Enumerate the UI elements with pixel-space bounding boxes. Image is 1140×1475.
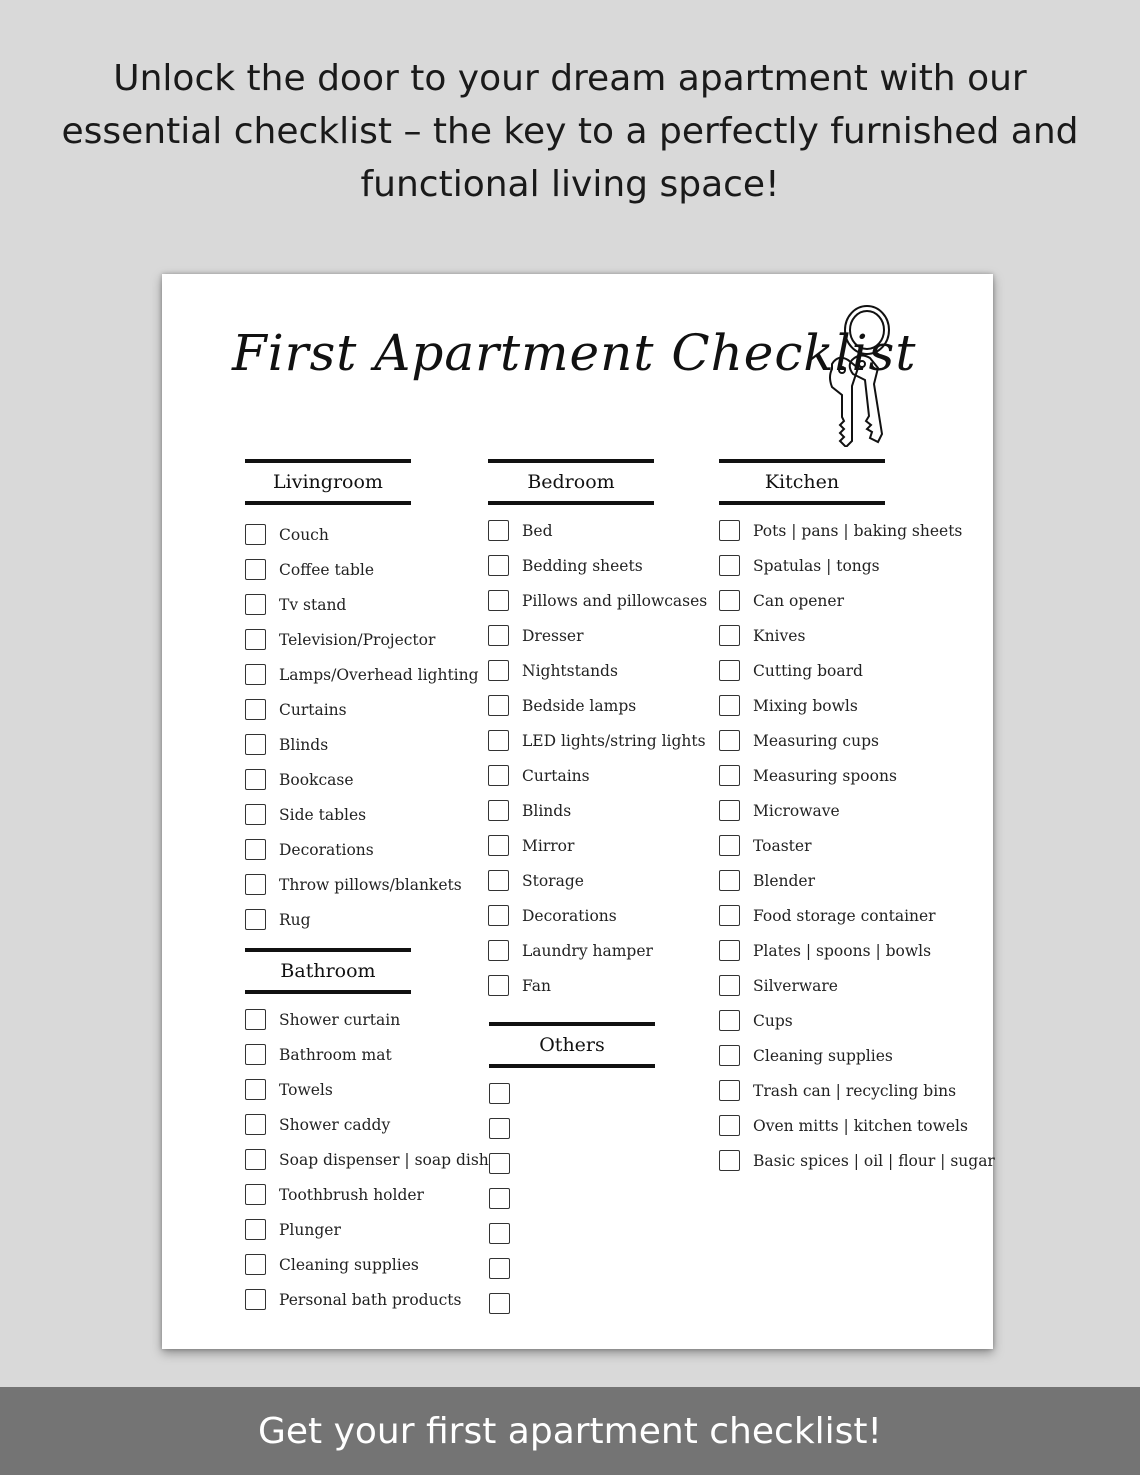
checklist-sheet: [162, 274, 993, 1349]
bedroom-item-label: Mirror: [522, 836, 575, 855]
bedroom-item: [488, 793, 707, 828]
kitchen-item: [719, 583, 995, 618]
checkbox[interactable]: [719, 555, 740, 576]
checkbox[interactable]: [488, 625, 509, 646]
checkbox[interactable]: [245, 594, 266, 615]
checkbox[interactable]: [719, 835, 740, 856]
checkbox[interactable]: [488, 870, 509, 891]
livingroom-item-label: Bookcase: [279, 770, 354, 789]
bedroom-item: [488, 898, 707, 933]
livingroom-item-label: Television/Projector: [279, 630, 436, 649]
livingroom-item: [245, 587, 479, 622]
bedroom-item-label: Nightstands: [522, 661, 618, 680]
kitchen-item-label: Toaster: [753, 836, 812, 855]
kitchen-item: [719, 1143, 995, 1178]
bedroom-item-label: Laundry hamper: [522, 941, 653, 960]
kitchen-item-label: Trash can | recycling bins: [753, 1081, 957, 1100]
bedroom-item: [488, 828, 707, 863]
checkbox[interactable]: [245, 804, 266, 825]
checkbox[interactable]: [488, 800, 509, 821]
checkbox[interactable]: [719, 660, 740, 681]
kitchen-item: [719, 758, 995, 793]
bathroom-item: [245, 1142, 489, 1177]
bedroom-item-label: LED lights/string lights: [522, 731, 706, 750]
kitchen-item-label: Silverware: [753, 976, 838, 995]
kitchen-item-label: Cutting board: [753, 661, 863, 680]
livingroom-item-label: Throw pillows/blankets: [279, 875, 462, 894]
kitchen-item-label: Cleaning supplies: [753, 1046, 893, 1065]
bedroom-item: [488, 688, 707, 723]
kitchen-item-label: Cups: [753, 1011, 793, 1030]
livingroom-item-label: Couch: [279, 525, 329, 544]
bedroom-item: [488, 933, 707, 968]
livingroom-item: [245, 762, 479, 797]
livingroom-item-label: Decorations: [279, 840, 374, 859]
kitchen-item: [719, 793, 995, 828]
bedroom-item-label: Bedding sheets: [522, 556, 643, 575]
others-item: [489, 1146, 655, 1181]
checkbox[interactable]: [719, 800, 740, 821]
bathroom-column: [245, 948, 489, 1317]
bedroom-heading: Bedroom: [488, 459, 654, 505]
kitchen-item-label: Mixing bowls: [753, 696, 858, 715]
checkbox[interactable]: [245, 1079, 266, 1100]
others-item: [489, 1111, 655, 1146]
sheet-title: First Apartment Checklist: [232, 324, 917, 382]
checkbox[interactable]: [719, 520, 740, 541]
livingroom-item: [245, 727, 479, 762]
kitchen-item-label: Plates | spoons | bowls: [753, 941, 932, 960]
livingroom-item-label: Tv stand: [279, 595, 347, 614]
checkbox[interactable]: [719, 730, 740, 751]
bedroom-item-label: Bedside lamps: [522, 696, 637, 715]
bathroom-item-label: Towels: [279, 1080, 333, 1099]
kitchen-item: [719, 1108, 995, 1143]
checkbox[interactable]: [719, 1150, 740, 1171]
checkbox[interactable]: [245, 1009, 266, 1030]
checkbox[interactable]: [489, 1118, 510, 1139]
checkbox[interactable]: [489, 1258, 510, 1279]
checkbox[interactable]: [245, 1184, 266, 1205]
others-item: [489, 1286, 655, 1321]
livingroom-item: [245, 832, 479, 867]
kitchen-item: [719, 863, 995, 898]
kitchen-item-label: Measuring spoons: [753, 766, 897, 785]
checkbox[interactable]: [489, 1223, 510, 1244]
checkbox[interactable]: [719, 975, 740, 996]
footer-banner: Get your first apartment checklist!: [0, 1387, 1140, 1475]
bedroom-item-label: Dresser: [522, 626, 584, 645]
livingroom-item: [245, 622, 479, 657]
kitchen-item-label: Food storage container: [753, 906, 936, 925]
bathroom-item-label: Bathroom mat: [279, 1045, 392, 1064]
bathroom-item: [245, 1002, 489, 1037]
checkbox[interactable]: [719, 940, 740, 961]
checkbox[interactable]: [719, 590, 740, 611]
checkbox[interactable]: [245, 1254, 266, 1275]
checkbox[interactable]: [488, 975, 509, 996]
checkbox[interactable]: [245, 629, 266, 650]
bedroom-item: [488, 548, 707, 583]
checkbox[interactable]: [488, 765, 509, 786]
livingroom-item: [245, 552, 479, 587]
checkbox[interactable]: [488, 940, 509, 961]
kitchen-item-label: Spatulas | tongs: [753, 556, 880, 575]
livingroom-item-label: Side tables: [279, 805, 367, 824]
kitchen-item: [719, 1003, 995, 1038]
bathroom-heading: Bathroom: [245, 948, 411, 994]
kitchen-item: [719, 688, 995, 723]
livingroom-item-label: Curtains: [279, 700, 347, 719]
livingroom-item: [245, 517, 479, 552]
bathroom-item-label: Soap dispenser | soap dish: [279, 1150, 489, 1169]
bathroom-item: [245, 1247, 489, 1282]
bedroom-item-label: Decorations: [522, 906, 617, 925]
others-column: [489, 1022, 655, 1321]
bathroom-item-label: Toothbrush holder: [279, 1185, 424, 1204]
checkbox[interactable]: [245, 559, 266, 580]
checkbox[interactable]: [719, 1010, 740, 1031]
kitchen-item: [719, 898, 995, 933]
kitchen-item-label: Pots | pans | baking sheets: [753, 521, 963, 540]
kitchen-item-label: Can opener: [753, 591, 845, 610]
checkbox[interactable]: [719, 1045, 740, 1066]
checkbox[interactable]: [719, 625, 740, 646]
livingroom-item-label: Blinds: [279, 735, 329, 754]
checkbox[interactable]: [489, 1293, 510, 1314]
kitchen-item: [719, 828, 995, 863]
bedroom-item: [488, 583, 707, 618]
kitchen-item: [719, 723, 995, 758]
kitchen-heading: Kitchen: [719, 459, 885, 505]
keys-icon: [812, 302, 902, 447]
kitchen-item-label: Basic spices | oil | flour | sugar: [753, 1151, 995, 1170]
livingroom-item: [245, 797, 479, 832]
bedroom-item-label: Blinds: [522, 801, 572, 820]
checkbox[interactable]: [245, 664, 266, 685]
livingroom-item: [245, 902, 479, 937]
kitchen-item-label: Oven mitts | kitchen towels: [753, 1116, 968, 1135]
checkbox[interactable]: [245, 1219, 266, 1240]
checkbox[interactable]: [245, 874, 266, 895]
checkbox[interactable]: [488, 555, 509, 576]
checkbox[interactable]: [488, 590, 509, 611]
checkbox[interactable]: [488, 520, 509, 541]
livingroom-item: [245, 867, 479, 902]
kitchen-item: [719, 653, 995, 688]
bedroom-item: [488, 758, 707, 793]
bedroom-item: [488, 968, 707, 1003]
bathroom-item-label: Shower curtain: [279, 1010, 401, 1029]
checkbox[interactable]: [245, 909, 266, 930]
kitchen-item: [719, 618, 995, 653]
kitchen-item: [719, 513, 995, 548]
bathroom-item: [245, 1107, 489, 1142]
bedroom-column: [488, 459, 707, 1003]
checkbox[interactable]: [245, 1114, 266, 1135]
bathroom-item: [245, 1282, 489, 1317]
checkbox[interactable]: [489, 1188, 510, 1209]
bathroom-item: [245, 1212, 489, 1247]
bedroom-item: [488, 723, 707, 758]
checkbox[interactable]: [245, 1289, 266, 1310]
livingroom-column: [245, 459, 479, 937]
headline: Unlock the door to your dream apartment with our essential checklist – the key to a perfectly furnished and functional living space!: [61, 58, 1079, 205]
bedroom-item-label: Fan: [522, 976, 551, 995]
kitchen-item: [719, 968, 995, 1003]
kitchen-item: [719, 1038, 995, 1073]
checkbox[interactable]: [245, 1044, 266, 1065]
livingroom-item-label: Lamps/Overhead lighting: [279, 665, 479, 684]
bedroom-item: [488, 653, 707, 688]
checkbox[interactable]: [245, 839, 266, 860]
kitchen-item-label: Microwave: [753, 801, 840, 820]
bathroom-item: [245, 1037, 489, 1072]
kitchen-item-label: Measuring cups: [753, 731, 879, 750]
others-item: [489, 1181, 655, 1216]
kitchen-item-label: Knives: [753, 626, 806, 645]
checkbox[interactable]: [488, 905, 509, 926]
bedroom-item-label: Curtains: [522, 766, 590, 785]
kitchen-item: [719, 1073, 995, 1108]
livingroom-item-label: Coffee table: [279, 560, 374, 579]
bathroom-item: [245, 1072, 489, 1107]
bedroom-item-label: Bed: [522, 521, 553, 540]
checkbox[interactable]: [488, 730, 509, 751]
livingroom-heading: Livingroom: [245, 459, 411, 505]
checkbox[interactable]: [489, 1153, 510, 1174]
bathroom-item-label: Cleaning supplies: [279, 1255, 419, 1274]
checkbox[interactable]: [719, 1080, 740, 1101]
checkbox[interactable]: [488, 660, 509, 681]
others-heading: Others: [489, 1022, 655, 1068]
bedroom-item: [488, 513, 707, 548]
checkbox[interactable]: [489, 1083, 510, 1104]
checkbox[interactable]: [488, 695, 509, 716]
bathroom-item-label: Personal bath products: [279, 1290, 462, 1309]
checkbox[interactable]: [719, 870, 740, 891]
others-item: [489, 1251, 655, 1286]
checkbox[interactable]: [245, 699, 266, 720]
checkbox[interactable]: [719, 905, 740, 926]
livingroom-item: [245, 692, 479, 727]
bedroom-item: [488, 863, 707, 898]
bathroom-item: [245, 1177, 489, 1212]
checkbox[interactable]: [719, 1115, 740, 1136]
livingroom-item: [245, 657, 479, 692]
checkbox[interactable]: [245, 1149, 266, 1170]
checkbox[interactable]: [245, 769, 266, 790]
kitchen-column: [719, 459, 995, 1178]
kitchen-item: [719, 548, 995, 583]
bedroom-item-label: Storage: [522, 871, 584, 890]
others-item: [489, 1076, 655, 1111]
others-item: [489, 1216, 655, 1251]
bedroom-item: [488, 618, 707, 653]
checkbox[interactable]: [245, 734, 266, 755]
checkbox[interactable]: [719, 695, 740, 716]
bedroom-item-label: Pillows and pillowcases: [522, 591, 708, 610]
checkbox[interactable]: [719, 765, 740, 786]
livingroom-item-label: Rug: [279, 910, 311, 929]
bathroom-item-label: Shower caddy: [279, 1115, 391, 1134]
kitchen-item: [719, 933, 995, 968]
kitchen-item-label: Blender: [753, 871, 816, 890]
checkbox[interactable]: [245, 524, 266, 545]
checkbox[interactable]: [488, 835, 509, 856]
bathroom-item-label: Plunger: [279, 1220, 341, 1239]
